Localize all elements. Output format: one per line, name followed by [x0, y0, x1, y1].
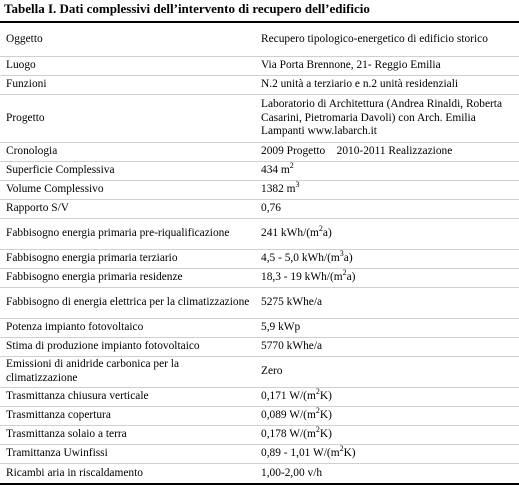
row-value: 0,178 $W/(m^2K)$	[261, 425, 332, 441]
table-row	[0, 219, 519, 250]
row-label: Fabbisogno energia primaria terziario	[6, 252, 178, 265]
row-value: 4,5 - 5,0 kWh/$(m^3a)$	[261, 249, 353, 265]
row-label: Funzioni	[6, 78, 47, 91]
row-label: Tramittanza Uwinfissi	[6, 447, 108, 460]
row-value: 5275 kWhe/a	[261, 296, 323, 309]
row-value: Via Porta Brennone, 21- Reggio Emilia	[261, 59, 441, 72]
row-label: Fabbisogno energia primaria residenze	[6, 271, 183, 284]
table-row	[0, 76, 519, 95]
table-row	[0, 357, 519, 388]
row-value: 0,89 - 1,01 $W/(m^2K)$	[261, 444, 356, 460]
table-row	[0, 143, 519, 162]
row-label: Stima di produzione impianto fotovoltaico	[6, 340, 200, 353]
row-value: Laboratorio di Architettura (Andrea Rinaldi, Roberta Casarini, Pietromaria Davoli) con Arch. Emilia Lampanti www.labarch.it	[261, 98, 503, 138]
row-value: Recupero tipologico-energetico di edificio storico	[261, 32, 488, 45]
row-value: Zero	[261, 365, 283, 378]
table-row	[0, 95, 519, 143]
row-label: Superficie Complessiva	[6, 164, 115, 177]
table-row	[0, 57, 519, 76]
table-row	[0, 269, 519, 288]
table-row	[0, 162, 519, 181]
table-row	[0, 338, 519, 357]
row-value: 241 kWh/$(m^2a)$	[261, 224, 332, 240]
row-label: Trasmittanza copertura	[6, 409, 111, 422]
row-value: 0,089 $W/(m^2K)$	[261, 406, 332, 422]
row-label: Emissioni di anidride carbonica per la climatizzazione	[6, 358, 180, 384]
table-row	[0, 445, 519, 464]
table-row	[0, 181, 519, 200]
row-value: 1382 $m^3$	[261, 180, 300, 196]
table-row	[0, 288, 519, 319]
table-row	[0, 464, 519, 483]
row-label: Luogo	[6, 59, 36, 72]
row-value: 0,76	[261, 202, 281, 215]
table-row	[0, 407, 519, 426]
row-label: Potenza impianto fotovoltaico	[6, 321, 144, 334]
row-label: Progetto	[6, 111, 45, 124]
table-row	[0, 426, 519, 445]
row-label: Oggetto	[6, 32, 43, 45]
row-label: Trasmittanza chiusura verticale	[6, 390, 149, 403]
row-value: 0,171 $W/(m^2K)$	[261, 387, 332, 403]
row-label: Volume Complessivo	[6, 183, 104, 196]
table-row	[0, 23, 519, 57]
table-row	[0, 250, 519, 269]
table-row	[0, 200, 519, 219]
row-label: Ricambi aria in riscaldamento	[6, 466, 143, 479]
row-value: 18,3 - 19 kWh/$(m^2a)$	[261, 268, 356, 284]
row-value: N.2 unità a terziario e n.2 unità residenziali	[261, 78, 459, 91]
row-label: Rapporto S/V	[6, 202, 69, 215]
row-label: Cronologia	[6, 145, 58, 158]
row-value: 5,9 kWp	[261, 321, 301, 334]
row-label: Fabbisogno di energia elettrica per la climatizzazione	[6, 296, 250, 309]
table-row	[0, 388, 519, 407]
row-label: Fabbisogno energia primaria pre-riqualificazione	[6, 227, 230, 240]
row-value: 434 $m^2$	[261, 161, 294, 177]
row-label: Trasmittanza solaio a terra	[6, 428, 127, 441]
data-table	[0, 21, 519, 485]
row-value: 1,00-2,00 v/h	[261, 466, 323, 479]
row-value: 2009 Progetto 2010-2011 Realizzazione	[261, 145, 453, 158]
table-row	[0, 319, 519, 338]
table-caption: Tabella I. Dati complessivi dell’intervento di recupero dell’edificio	[4, 1, 370, 16]
row-value: 5770 kWhe/a	[261, 340, 323, 353]
